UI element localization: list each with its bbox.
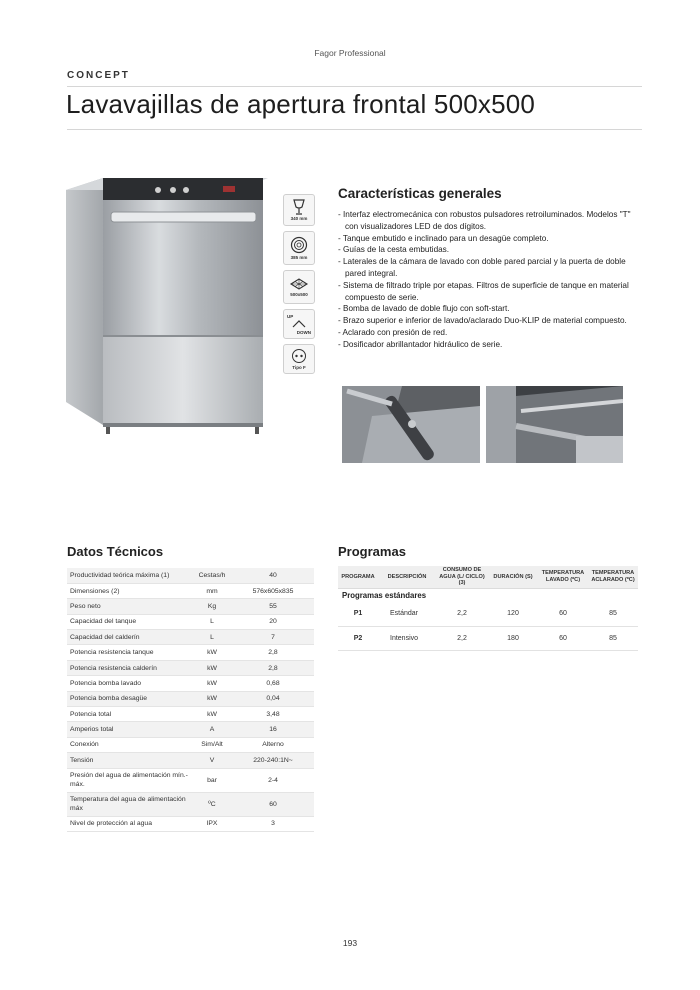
features-title: Características generales — [338, 186, 502, 201]
dishwasher-image — [63, 140, 273, 440]
column-header: CONSUMO DE AGUA (L/ CICLO) (3) — [436, 566, 488, 588]
page-number: 193 — [342, 938, 358, 948]
glass-height-icon: 340 mm — [283, 194, 315, 226]
features-list — [338, 209, 638, 351]
table-row: Peso neto Kg 55 — [67, 599, 314, 614]
brand-name: Fagor Professional — [314, 48, 386, 58]
table-row: Temperatura del agua de alimentación máx ºC 60 — [67, 792, 314, 816]
column-header: TEMPERATURA LAVADO (ºC) — [538, 566, 588, 588]
up-down-icon: UP DOWN — [283, 309, 315, 339]
table-row: Capacidad del tanque L 20 — [67, 614, 314, 629]
divider — [67, 129, 642, 130]
tech-data-title: Datos Técnicos — [67, 544, 164, 559]
basket-guide-photo — [486, 386, 623, 463]
table-row: Productividad teórica máxima (1) Cestas/h 40 — [67, 568, 314, 583]
column-header: PROGRAMA — [338, 566, 378, 588]
table-row: Potencia resistencia calderín kW 2,8 — [67, 660, 314, 675]
plate-height-icon: 385 mm — [283, 231, 315, 265]
list-item: - Brazo superior e inferior de lavado/aclarado Duo-KLIP de material compuesto. — [338, 316, 627, 326]
table-row: P2 Intensivo 2,2 180 60 85 — [338, 626, 638, 650]
list-item: - Tanque embutido e inclinado para un desagüe completo. — [338, 233, 549, 243]
programs-title: Programas — [338, 544, 406, 559]
list-item: - Bomba de lavado de doble flujo con soft-start. — [338, 304, 510, 314]
table-row: Presión del agua de alimentación mín.-máx. bar 2-4 — [67, 768, 314, 792]
table-row: Potencia resistencia tanque kW 2,8 — [67, 645, 314, 660]
table-row: Potencia bomba desagüe kW 0,04 — [67, 691, 314, 706]
divider — [67, 86, 642, 87]
basket-size-icon: 500x500 — [283, 270, 315, 304]
column-header: DURACIÓN (S) — [488, 566, 538, 588]
list-item: - Laterales de la cámara de lavado con doble pared parcial y la puerta de doble pared integral. — [338, 257, 626, 278]
tech-data-table — [67, 568, 314, 832]
features-icon-column — [283, 194, 315, 379]
table-row: Tensión V 220-240:1N~ — [67, 753, 314, 768]
page-title: Lavavajillas de apertura frontal 500x500 — [66, 89, 536, 119]
column-header: DESCRIPCIÓN — [378, 566, 436, 588]
table-subheading: Programas estándares — [342, 590, 427, 600]
list-item: - Dosificador abrillantador hidráulico de serie. — [338, 339, 503, 349]
table-row: Potencia bomba lavado kW 0,68 — [67, 676, 314, 691]
table-row: Dimensiones (2) mm 576x605x835 — [67, 583, 314, 598]
wash-arm-photo — [342, 386, 480, 463]
table-row: Capacidad del calderín L 7 — [67, 630, 314, 645]
list-item: - Aclarado con presión de red. — [338, 327, 448, 337]
programs-table — [338, 566, 638, 651]
plug-type-icon: Tipo F — [283, 344, 315, 374]
list-item: - Guías de la cesta embutidas. — [338, 245, 450, 255]
table-header-row — [338, 566, 638, 588]
table-row: Nivel de protección al agua IPX 3 — [67, 816, 314, 831]
table-row: Conexión Sim/Alt Alterno — [67, 737, 314, 752]
list-item: - Sistema de filtrado triple por etapas. Filtros de superficie de tanque en material compuesto de serie. — [338, 280, 629, 302]
table-row: P1 Estándar 2,2 120 60 85 — [338, 602, 638, 626]
column-header: TEMPERATURA ACLARADO (ºC) — [588, 566, 638, 588]
table-row: Amperios total A 16 — [67, 722, 314, 737]
table-row: Potencia total kW 3,48 — [67, 707, 314, 722]
list-item: - Interfaz electromecánica con robustos pulsadores retroiluminados. Modelos "T" con visualizadores LED de dos dígitos. — [338, 210, 631, 231]
section-label: CONCEPT — [67, 70, 130, 81]
